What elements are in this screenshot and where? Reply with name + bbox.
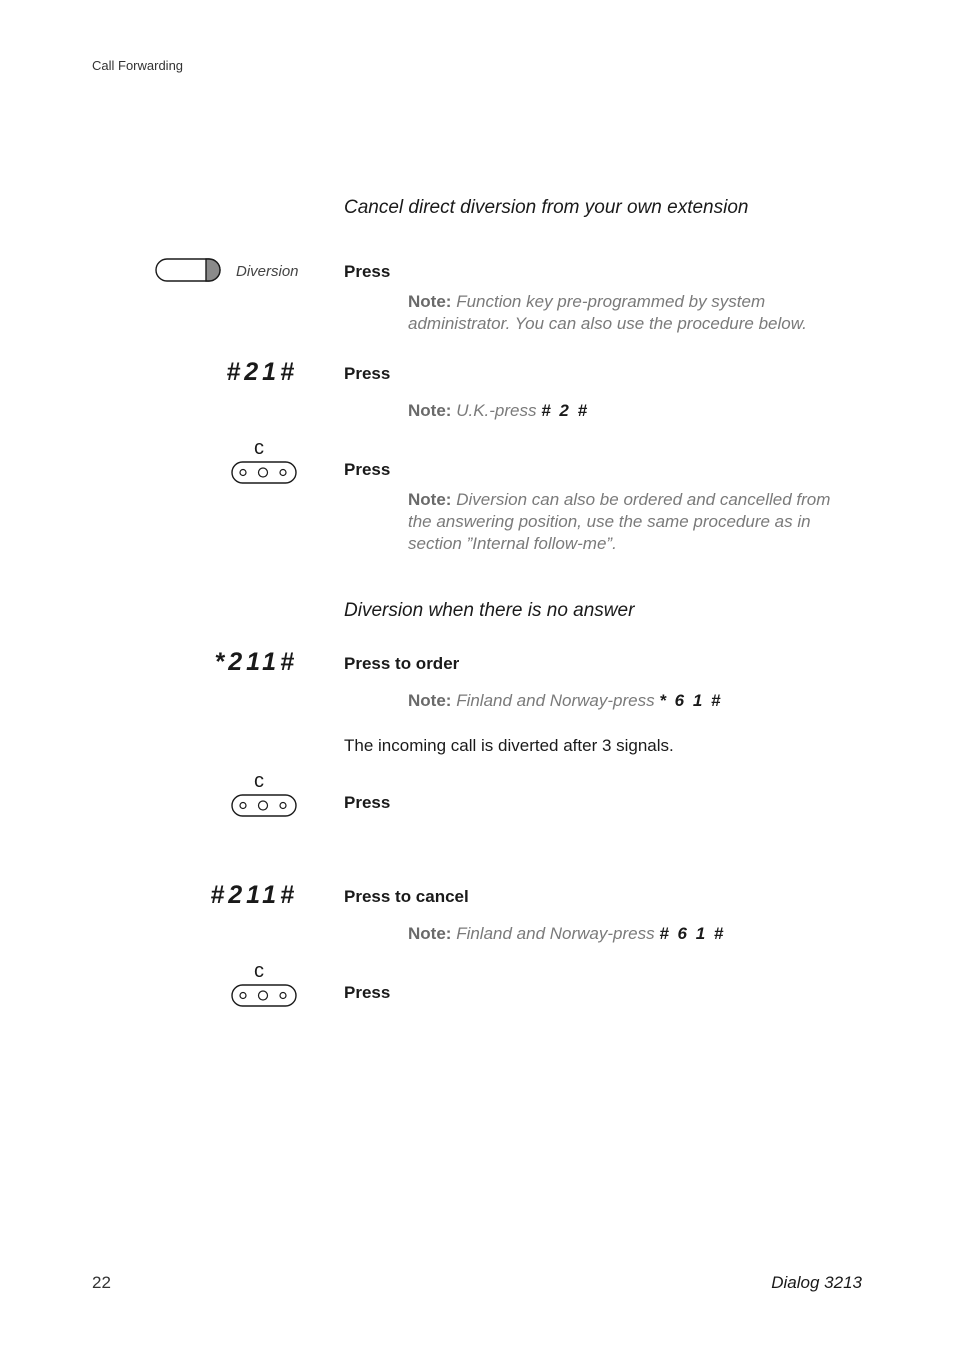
key-code-star-2-1-1-hash: *211# xyxy=(214,648,298,676)
note-finland-norway-cancel: Note: Finland and Norway-press # 6 1 # xyxy=(408,924,726,943)
section-title-diversion-no-answer: Diversion when there is no answer xyxy=(344,600,635,621)
step-press: Press xyxy=(344,983,391,1002)
step-press-to-cancel: Press to cancel xyxy=(344,887,469,906)
clear-key-icon: c xyxy=(230,960,300,1010)
product-name: Dialog 3213 xyxy=(771,1273,862,1292)
note-function-key: Note: Function key pre-programmed by system administrator. You can also use the procedure below. xyxy=(408,292,807,333)
section-title-cancel-direct-diversion: Cancel direct diversion from your own extension xyxy=(344,197,749,218)
clear-key-icon: c xyxy=(230,770,300,820)
page-number: 22 xyxy=(92,1273,111,1292)
function-key-icon xyxy=(155,257,223,284)
step-press: Press xyxy=(344,460,391,479)
step-press: Press xyxy=(344,364,391,383)
diversion-info-text: The incoming call is diverted after 3 signals. xyxy=(344,736,674,755)
step-press: Press xyxy=(344,262,391,281)
diversion-key-label: Diversion xyxy=(236,263,299,280)
note-answering-position: Note: Diversion can also be ordered and cancelled from the answering position, use the same procedure as in section ”Internal follow-me”. xyxy=(408,490,831,553)
step-press: Press xyxy=(344,793,391,812)
key-code-hash-2-1-1-hash: #211# xyxy=(210,881,298,909)
step-press-to-order: Press to order xyxy=(344,654,460,673)
clear-key-icon: c xyxy=(230,437,300,487)
note-finland-norway-order: Note: Finland and Norway-press * 6 1 # xyxy=(408,691,723,710)
running-head: Call Forwarding xyxy=(92,58,184,73)
key-code-hash-2-1-hash: #21# xyxy=(226,358,298,386)
note-uk-press: Note: U.K.-press # 2 # xyxy=(408,401,590,420)
